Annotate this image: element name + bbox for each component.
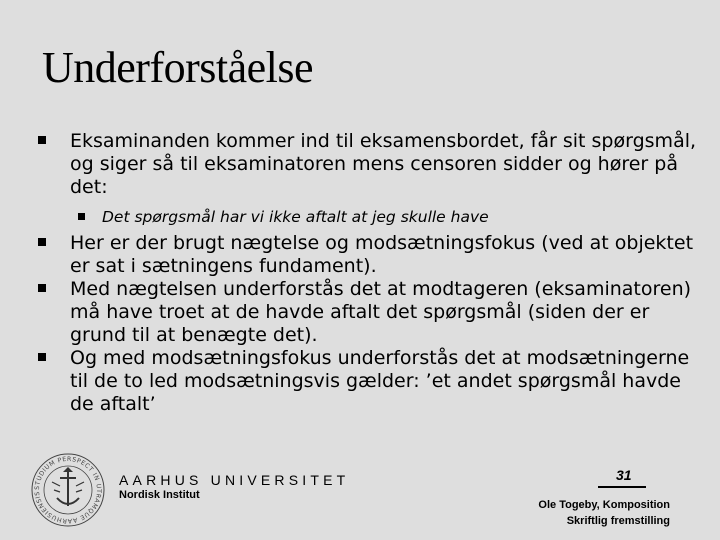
square-bullet-icon [38,353,46,361]
bullet-text: Eksaminanden kommer ind til eksamensbordet, får sit spørgsmål, og siger så til eksaminatoren mens censoren sidder og hører på det: [70,130,697,198]
bullet-item [38,347,698,416]
square-bullet-icon [78,213,85,220]
page-number-underline [598,486,646,488]
square-bullet-icon [38,284,46,292]
author-credit [538,497,670,529]
university-seal-icon [30,452,106,528]
institute-name: Nordisk Institut [119,489,200,501]
seal-text: STUDIUM PERSPECT IN UTRAMQUE AARHUSIENSIS [33,455,103,525]
course-line: Skriftlig fremstilling [566,515,670,527]
slide-title: Underforståelse [42,43,314,92]
page-number: 31 [616,467,632,483]
square-bullet-icon [38,136,46,144]
bullet-text: Og med modsætningsfokus underforstås det at modsætningerne til de to led modsætningsvis gælder: ’et andet spørgsmål havde de aftalt’ [70,347,690,415]
university-name: AARHUS UNIVERSITET [119,472,350,488]
sub-bullet-item [38,207,698,227]
bullet-list [38,130,698,416]
author-line: Ole Togeby, Komposition [538,499,670,511]
bullet-item [38,130,698,199]
bullet-item [38,278,698,347]
square-bullet-icon [38,238,46,246]
bullet-item [38,232,698,278]
sub-bullet-text: Det spørgsmål har vi ikke aftalt at jeg skulle have [102,208,489,226]
bullet-text: Med nægtelsen underforstås det at modtageren (eksaminatoren) må have troet at de havde aftalt det spørgsmål (siden der er grund til at benægte det). [70,278,692,346]
bullet-text: Her er der brugt nægtelse og modsætningsfokus (ved at objektet er sat i sætningens fundament). [70,232,694,277]
